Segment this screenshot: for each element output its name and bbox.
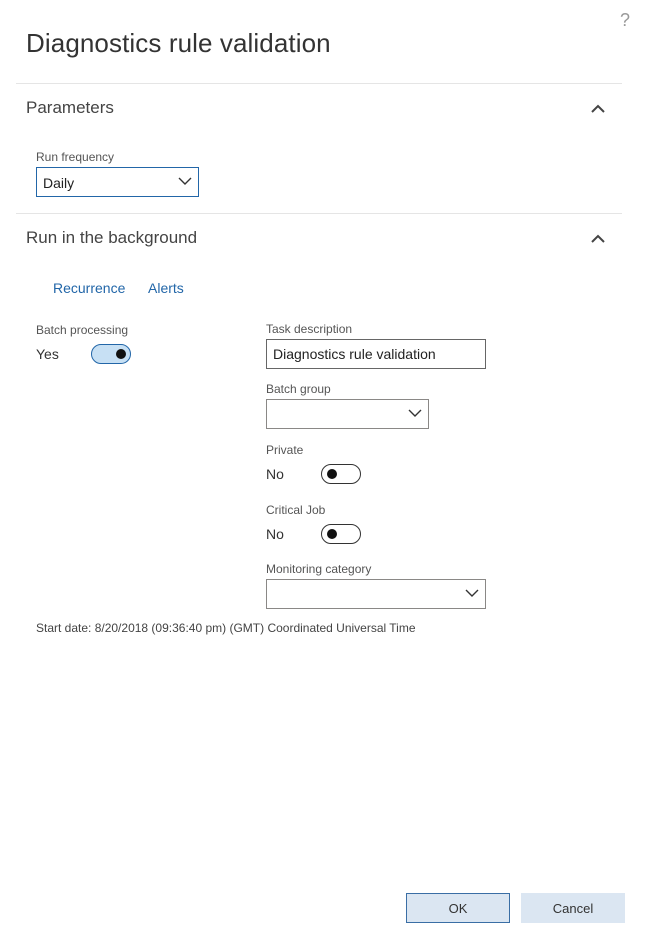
batch-processing-label: Batch processing: [36, 323, 129, 337]
header-divider: [16, 83, 622, 84]
batch-group-label: Batch group: [266, 382, 331, 396]
tab-recurrence[interactable]: Recurrence: [53, 280, 126, 296]
chevron-down-icon: [408, 408, 422, 418]
cancel-button[interactable]: Cancel: [521, 893, 625, 923]
chevron-up-icon[interactable]: [590, 231, 606, 247]
parameters-section-header[interactable]: Parameters: [26, 98, 114, 117]
ok-button[interactable]: OK: [406, 893, 510, 923]
toggle-knob: [327, 529, 337, 539]
help-icon[interactable]: ?: [620, 10, 631, 30]
task-description-input[interactable]: [266, 339, 486, 369]
task-description-label: Task description: [266, 322, 353, 336]
critical-job-value: No: [266, 526, 284, 542]
critical-job-label: Critical Job: [266, 503, 326, 517]
toggle-knob: [116, 349, 126, 359]
run-frequency-value: Daily: [43, 175, 75, 191]
private-label: Private: [266, 443, 304, 457]
monitoring-category-label: Monitoring category: [266, 562, 372, 576]
chevron-down-icon: [465, 588, 479, 598]
section-divider: [16, 213, 622, 214]
batch-processing-value: Yes: [36, 346, 59, 362]
page-title: Diagnostics rule validation: [26, 28, 331, 58]
batch-group-select[interactable]: [266, 399, 429, 429]
chevron-up-icon[interactable]: [590, 101, 606, 117]
run-frequency-label: Run frequency: [36, 150, 115, 164]
monitoring-category-select[interactable]: [266, 579, 486, 609]
private-toggle[interactable]: [321, 464, 361, 484]
start-date-text: Start date: 8/20/2018 (09:36:40 pm) (GMT) Coordinated Universal Time: [36, 621, 416, 635]
batch-processing-toggle[interactable]: [91, 344, 131, 364]
toggle-knob: [327, 469, 337, 479]
run-frequency-select[interactable]: [36, 167, 199, 197]
critical-job-toggle[interactable]: [321, 524, 361, 544]
private-value: No: [266, 466, 284, 482]
chevron-down-icon: [178, 176, 192, 186]
background-section-header[interactable]: Run in the background: [26, 228, 198, 247]
tab-alerts[interactable]: Alerts: [148, 280, 184, 296]
